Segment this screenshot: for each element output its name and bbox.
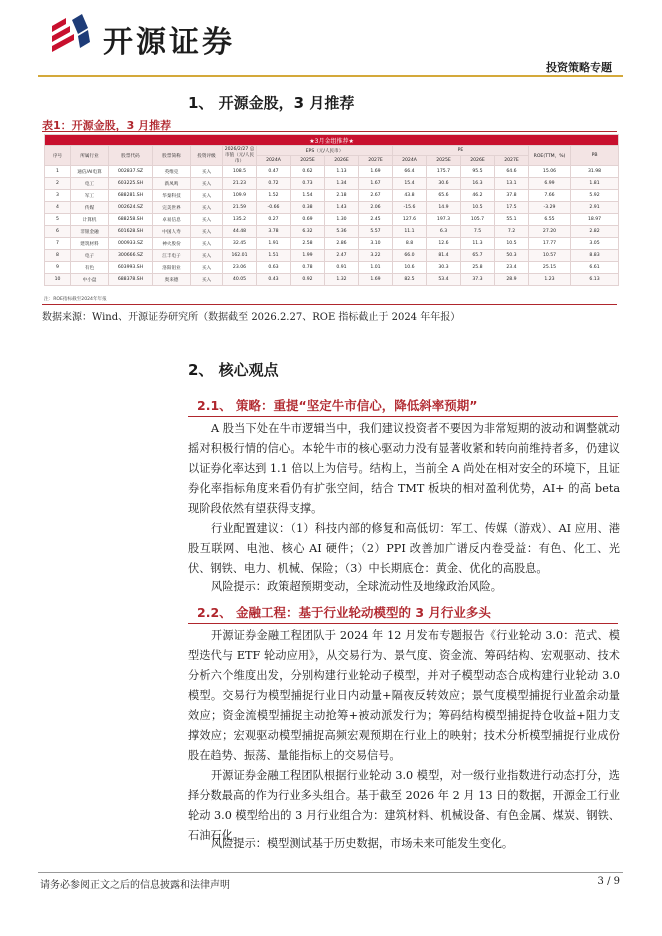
cell-eps: 3.10 xyxy=(359,238,393,250)
cell-pe: 30.3 xyxy=(427,262,461,274)
cell-mktcap: 21.23 xyxy=(223,178,257,190)
cell-seq: 8 xyxy=(45,250,71,262)
cell-eps: 2.18 xyxy=(325,190,359,202)
cell-pe: 13.1 xyxy=(495,178,529,190)
cell-eps: 0.78 xyxy=(291,262,325,274)
header-pe-year: 2024A xyxy=(393,156,427,166)
cell-pe: 6.3 xyxy=(427,226,461,238)
cell-eps: 2.67 xyxy=(359,190,393,202)
cell-mktcap: 109.9 xyxy=(223,190,257,202)
cell-pb: 1.81 xyxy=(571,178,619,190)
cell-code: 002624.SZ xyxy=(109,202,153,214)
cell-rating: 买入 xyxy=(191,190,223,202)
cell-pe: 55.1 xyxy=(495,214,529,226)
cell-eps: 1.91 xyxy=(257,238,291,250)
cell-eps: -0.66 xyxy=(257,202,291,214)
cell-roe: 6.99 xyxy=(529,178,571,190)
table-row xyxy=(45,226,619,238)
cell-name: 新凤鸣 xyxy=(153,178,191,190)
table-body xyxy=(45,166,619,286)
cell-rating: 买入 xyxy=(191,274,223,286)
cell-code: 002837.SZ xyxy=(109,166,153,178)
cell-pe: 10.5 xyxy=(495,238,529,250)
cell-eps: 1.13 xyxy=(325,166,359,178)
table-row xyxy=(45,214,619,226)
cell-industry: 传媒 xyxy=(71,202,109,214)
cell-pe: 30.6 xyxy=(427,178,461,190)
cell-industry: 中小盘 xyxy=(71,274,109,286)
cell-roe: 10.57 xyxy=(529,250,571,262)
cell-eps: 0.27 xyxy=(257,214,291,226)
header-seq: 序号 xyxy=(45,146,71,166)
cell-eps: 1.51 xyxy=(257,250,291,262)
table-bottom-divider xyxy=(42,304,617,305)
cell-mktcap: 44.48 xyxy=(223,226,257,238)
subsection-2-2-divider xyxy=(188,623,618,624)
cell-code: 688258.SH xyxy=(109,214,153,226)
subsection-2-2-para2: 开源证券金融工程团队根据行业轮动 3.0 模型，对一级行业指数进行动态打分，选择分数最高的作为行业多头组合。基于截至 2026 年 2 月 13 日的数据，开源金工行业轮动 3.0 模型给出的 3 月行业组合为：建筑材料、机械设备、有色金属、煤炭、钢铁、石油石化。 xyxy=(188,769,620,842)
cell-roe: -3.29 xyxy=(529,202,571,214)
cell-roe: 17.77 xyxy=(529,238,571,250)
cell-name: 洛阳钼业 xyxy=(153,262,191,274)
cell-eps: 3.78 xyxy=(257,226,291,238)
cell-pe: 25.8 xyxy=(461,262,495,274)
header-roe: ROE(TTM，%) xyxy=(529,146,571,166)
cell-pe: 65.7 xyxy=(461,250,495,262)
cell-industry: 有色 xyxy=(71,262,109,274)
cell-pe: 14.9 xyxy=(427,202,461,214)
cell-pe: 12.6 xyxy=(427,238,461,250)
cell-roe: 6.55 xyxy=(529,214,571,226)
section1-title: 1、 开源金股，3 月推荐 xyxy=(188,94,355,112)
cell-mktcap: 162.01 xyxy=(223,250,257,262)
subsection-2-1-para1: A 股当下处在牛市逻辑当中，我们建议投资者不要因为非常短期的波动和调整就动摇对积极行情的信心。本轮牛市的核心驱动力没有显著收紧和转向前维持者多，仍建议以证券化率达到 1.1 倍以上为信号。结构上，当前全 A 尚处在相对安全的环境下，且证券化率指标角度来看仍有扩张空间，结合 TMT 板块的相对盈利优势，AI+ 的高 beta 现阶段依然有望获得支撑。 xyxy=(188,422,620,515)
cell-name: 英维克 xyxy=(153,166,191,178)
cell-industry: 电子 xyxy=(71,250,109,262)
cell-eps: 5.57 xyxy=(359,226,393,238)
cell-rating: 买入 xyxy=(191,226,223,238)
cell-name: 神火股份 xyxy=(153,238,191,250)
cell-pe: 53.4 xyxy=(427,274,461,286)
header-divider xyxy=(38,75,623,77)
cell-pb: 5.92 xyxy=(571,190,619,202)
cell-seq: 10 xyxy=(45,274,71,286)
cell-eps: 1.34 xyxy=(325,178,359,190)
cell-eps: 2.06 xyxy=(359,202,393,214)
cell-eps: 1.30 xyxy=(325,214,359,226)
cell-eps: 2.45 xyxy=(359,214,393,226)
cell-pe: 197.3 xyxy=(427,214,461,226)
cell-pe: 46.2 xyxy=(461,190,495,202)
cell-industry: 计算机 xyxy=(71,214,109,226)
company-name: 开源证券 xyxy=(103,25,235,60)
table-row xyxy=(45,190,619,202)
subsection-2-2-title: 2.2、 金融工程：基于行业轮动模型的 3 月行业多头 xyxy=(197,605,491,620)
header-eps-year: 2025E xyxy=(291,156,325,166)
cell-industry: 非银金融 xyxy=(71,226,109,238)
table-row xyxy=(45,238,619,250)
cell-rating: 买入 xyxy=(191,214,223,226)
table-source: 数据来源：Wind、开源证券研究所（数据截至 2026.2.27、ROE 指标截止于 2024 年年报） xyxy=(42,312,461,323)
cell-mktcap: 23.06 xyxy=(223,262,257,274)
cell-pe: 81.4 xyxy=(427,250,461,262)
cell-pe: 17.5 xyxy=(495,202,529,214)
cell-code: 603993.SH xyxy=(109,262,153,274)
cell-pe: 66.0 xyxy=(393,250,427,262)
cell-industry: 通信/AI电算 xyxy=(71,166,109,178)
header-industry: 所属行业 xyxy=(71,146,109,166)
header-pe-year: 2027E xyxy=(495,156,529,166)
cell-pe: 37.8 xyxy=(495,190,529,202)
header-mktcap: 2026/2/27 总市值（元/人民币） xyxy=(223,146,257,166)
table-row xyxy=(45,178,619,190)
header-eps-year: 2027E xyxy=(359,156,393,166)
cell-pb: 2.82 xyxy=(571,226,619,238)
cell-eps: 0.63 xyxy=(257,262,291,274)
cell-pe: 127.6 xyxy=(393,214,427,226)
cell-code: 300666.SZ xyxy=(109,250,153,262)
cell-pe: 65.6 xyxy=(427,190,461,202)
footer-divider xyxy=(38,872,623,873)
cell-eps: 0.43 xyxy=(257,274,291,286)
cell-eps: 2.58 xyxy=(291,238,325,250)
table-row xyxy=(45,250,619,262)
cell-code: 688378.SH xyxy=(109,274,153,286)
cell-eps: 0.92 xyxy=(291,274,325,286)
cell-pe: 7.5 xyxy=(461,226,495,238)
cell-pe: 43.8 xyxy=(393,190,427,202)
header-name: 股票简称 xyxy=(153,146,191,166)
header-rating: 投资评级 xyxy=(191,146,223,166)
table-note: 注：ROE指标截至2024年年报 xyxy=(44,297,107,302)
cell-mktcap: 21.59 xyxy=(223,202,257,214)
cell-pe: 8.8 xyxy=(393,238,427,250)
cell-name: 华秦科技 xyxy=(153,190,191,202)
footer-disclaimer: 请务必参阅正文之后的信息披露和法律声明 xyxy=(40,880,230,891)
cell-pe: -15.6 xyxy=(393,202,427,214)
subsection-2-2-para3: 风险提示：模型测试基于历史数据，市场未来可能发生变化。 xyxy=(211,837,514,850)
cell-code: 000933.SZ xyxy=(109,238,153,250)
cell-pe: 11.1 xyxy=(393,226,427,238)
header-pe: PE xyxy=(393,146,529,156)
cell-pe: 11.3 xyxy=(461,238,495,250)
cell-name: 江丰电子 xyxy=(153,250,191,262)
cell-mktcap: 32.45 xyxy=(223,238,257,250)
cell-eps: 0.69 xyxy=(291,214,325,226)
table-caption: 表1：开源金股，3 月推荐 xyxy=(42,119,172,132)
table-header-row xyxy=(45,146,619,156)
cell-pe: 82.5 xyxy=(393,274,427,286)
cell-eps: 0.47 xyxy=(257,166,291,178)
cell-rating: 买入 xyxy=(191,238,223,250)
cell-pb: 3.05 xyxy=(571,238,619,250)
cell-seq: 9 xyxy=(45,262,71,274)
cell-rating: 买入 xyxy=(191,262,223,274)
cell-code: 601628.SH xyxy=(109,226,153,238)
cell-rating: 买入 xyxy=(191,202,223,214)
cell-rating: 买入 xyxy=(191,166,223,178)
cell-rating: 买入 xyxy=(191,250,223,262)
cell-pe: 66.4 xyxy=(393,166,427,178)
cell-pb: 6.13 xyxy=(571,274,619,286)
cell-eps: 0.91 xyxy=(325,262,359,274)
cell-seq: 6 xyxy=(45,226,71,238)
cell-name: 完美世界 xyxy=(153,202,191,214)
table-row xyxy=(45,262,619,274)
header-code: 股票代码 xyxy=(109,146,153,166)
cell-eps: 6.32 xyxy=(291,226,325,238)
header-pe-year: 2025E xyxy=(427,156,461,166)
cell-eps: 1.99 xyxy=(291,250,325,262)
cell-roe: 25.15 xyxy=(529,262,571,274)
section2-title: 2、 核心观点 xyxy=(188,361,279,379)
cell-eps: 0.72 xyxy=(257,178,291,190)
cell-code: 603225.SH xyxy=(109,178,153,190)
cell-eps: 1.54 xyxy=(291,190,325,202)
cell-seq: 7 xyxy=(45,238,71,250)
cell-pe: 10.6 xyxy=(393,262,427,274)
cell-name: 中国人寿 xyxy=(153,226,191,238)
subsection-2-1-para2: 行业配置建议：（1）科技内部的修复和高低切：军工、传媒（游戏）、AI 应用、港股互联网、电池、核心 AI 硬件；（2）PPI 改善加广谱反内卷受益：有色、化工、光伏、钢铁、电力、机械、保险；（3）中长期底仓：黄金、优化的高股息。 xyxy=(188,522,620,575)
cell-seq: 1 xyxy=(45,166,71,178)
cell-eps: 1.67 xyxy=(359,178,393,190)
cell-pb: 18.97 xyxy=(571,214,619,226)
header-eps-year: 2024A xyxy=(257,156,291,166)
table-row xyxy=(45,166,619,178)
caption-divider xyxy=(42,131,617,132)
table-banner-row xyxy=(45,135,619,146)
cell-pe: 10.5 xyxy=(461,202,495,214)
cell-name: 卓易信息 xyxy=(153,214,191,226)
cell-roe: 15.06 xyxy=(529,166,571,178)
cell-code: 688281.SH xyxy=(109,190,153,202)
cell-eps: 1.69 xyxy=(359,166,393,178)
header-eps-year: 2026E xyxy=(325,156,359,166)
subsection-2-1-para3: 风险提示：政策超预期变动，全球流动性及地缘政治风险。 xyxy=(211,580,502,593)
cell-eps: 0.73 xyxy=(291,178,325,190)
cell-eps: 1.52 xyxy=(257,190,291,202)
cell-eps: 3.22 xyxy=(359,250,393,262)
cell-pe: 50.3 xyxy=(495,250,529,262)
cell-eps: 0.38 xyxy=(291,202,325,214)
cell-eps: 1.43 xyxy=(325,202,359,214)
cell-industry: 建筑材料 xyxy=(71,238,109,250)
cell-mktcap: 40.05 xyxy=(223,274,257,286)
cell-pe: 105.7 xyxy=(461,214,495,226)
stock-picks-table xyxy=(44,134,619,286)
cell-eps: 1.69 xyxy=(359,274,393,286)
cell-industry: 军工 xyxy=(71,190,109,202)
cell-eps: 2.47 xyxy=(325,250,359,262)
company-logo-icon xyxy=(48,14,92,54)
header-pe-year: 2026E xyxy=(461,156,495,166)
table-row xyxy=(45,274,619,286)
cell-seq: 5 xyxy=(45,214,71,226)
cell-pb: 31.98 xyxy=(571,166,619,178)
cell-pe: 23.4 xyxy=(495,262,529,274)
cell-pe: 7.2 xyxy=(495,226,529,238)
subsection-2-2-para1: 开源证券金融工程团队于 2024 年 12 月发布专题报告《行业轮动 3.0：范式、模型迭代与 ETF 轮动应用》，从交易行为、景气度、资金流、筹码结构、宏观驱动、技术分析六个维度出发，分别构建行业轮动子模型，并对子模型动态合成构建行业轮动 3.0 模型。交易行为模型捕捉行业日内动量+隔夜反转效应；景气度模型捕捉行业盈余动量效应；资金流模型捕捉主动抢筹+被动派发行为；筹码结构模型捕捉持仓收益+阻力支撑效应；宏观驱动模型捕捉高频宏观预期在行业上的映射；技术分析模型捕捉行业成份股在趋势、振荡、量能指标上的交易信号。 xyxy=(188,629,620,762)
cell-eps: 1.01 xyxy=(359,262,393,274)
cell-pe: 64.6 xyxy=(495,166,529,178)
header-pb: PB xyxy=(571,146,619,166)
table-banner: ★3月金组推荐★ xyxy=(45,135,619,146)
cell-pb: 6.61 xyxy=(571,262,619,274)
cell-pe: 95.5 xyxy=(461,166,495,178)
cell-eps: 0.62 xyxy=(291,166,325,178)
cell-eps: 1.32 xyxy=(325,274,359,286)
cell-seq: 4 xyxy=(45,202,71,214)
cell-eps: 2.86 xyxy=(325,238,359,250)
cell-rating: 买入 xyxy=(191,178,223,190)
cell-pe: 28.9 xyxy=(495,274,529,286)
cell-mktcap: 108.5 xyxy=(223,166,257,178)
subsection-2-1-title: 2.1、 策略：重提“坚定牛市信心，降低斜率预期” xyxy=(197,398,478,413)
cell-pb: 8.83 xyxy=(571,250,619,262)
subsection-2-1-divider xyxy=(188,416,618,417)
table-row xyxy=(45,202,619,214)
cell-eps: 5.36 xyxy=(325,226,359,238)
header-eps: EPS（元/人民币） xyxy=(257,146,393,156)
cell-roe: 7.66 xyxy=(529,190,571,202)
cell-pe: 37.3 xyxy=(461,274,495,286)
cell-seq: 3 xyxy=(45,190,71,202)
cell-roe: 1.23 xyxy=(529,274,571,286)
cell-mktcap: 135.2 xyxy=(223,214,257,226)
cell-seq: 2 xyxy=(45,178,71,190)
cell-pe: 15.4 xyxy=(393,178,427,190)
cell-pb: 2.91 xyxy=(571,202,619,214)
cell-pe: 175.7 xyxy=(427,166,461,178)
cell-pe: 16.3 xyxy=(461,178,495,190)
cell-name: 奥来德 xyxy=(153,274,191,286)
report-type: 投资策略专题 xyxy=(546,61,612,74)
cell-industry: 电工 xyxy=(71,178,109,190)
page-number: 3 / 9 xyxy=(597,876,620,887)
cell-roe: 27.20 xyxy=(529,226,571,238)
page-header xyxy=(0,0,662,80)
